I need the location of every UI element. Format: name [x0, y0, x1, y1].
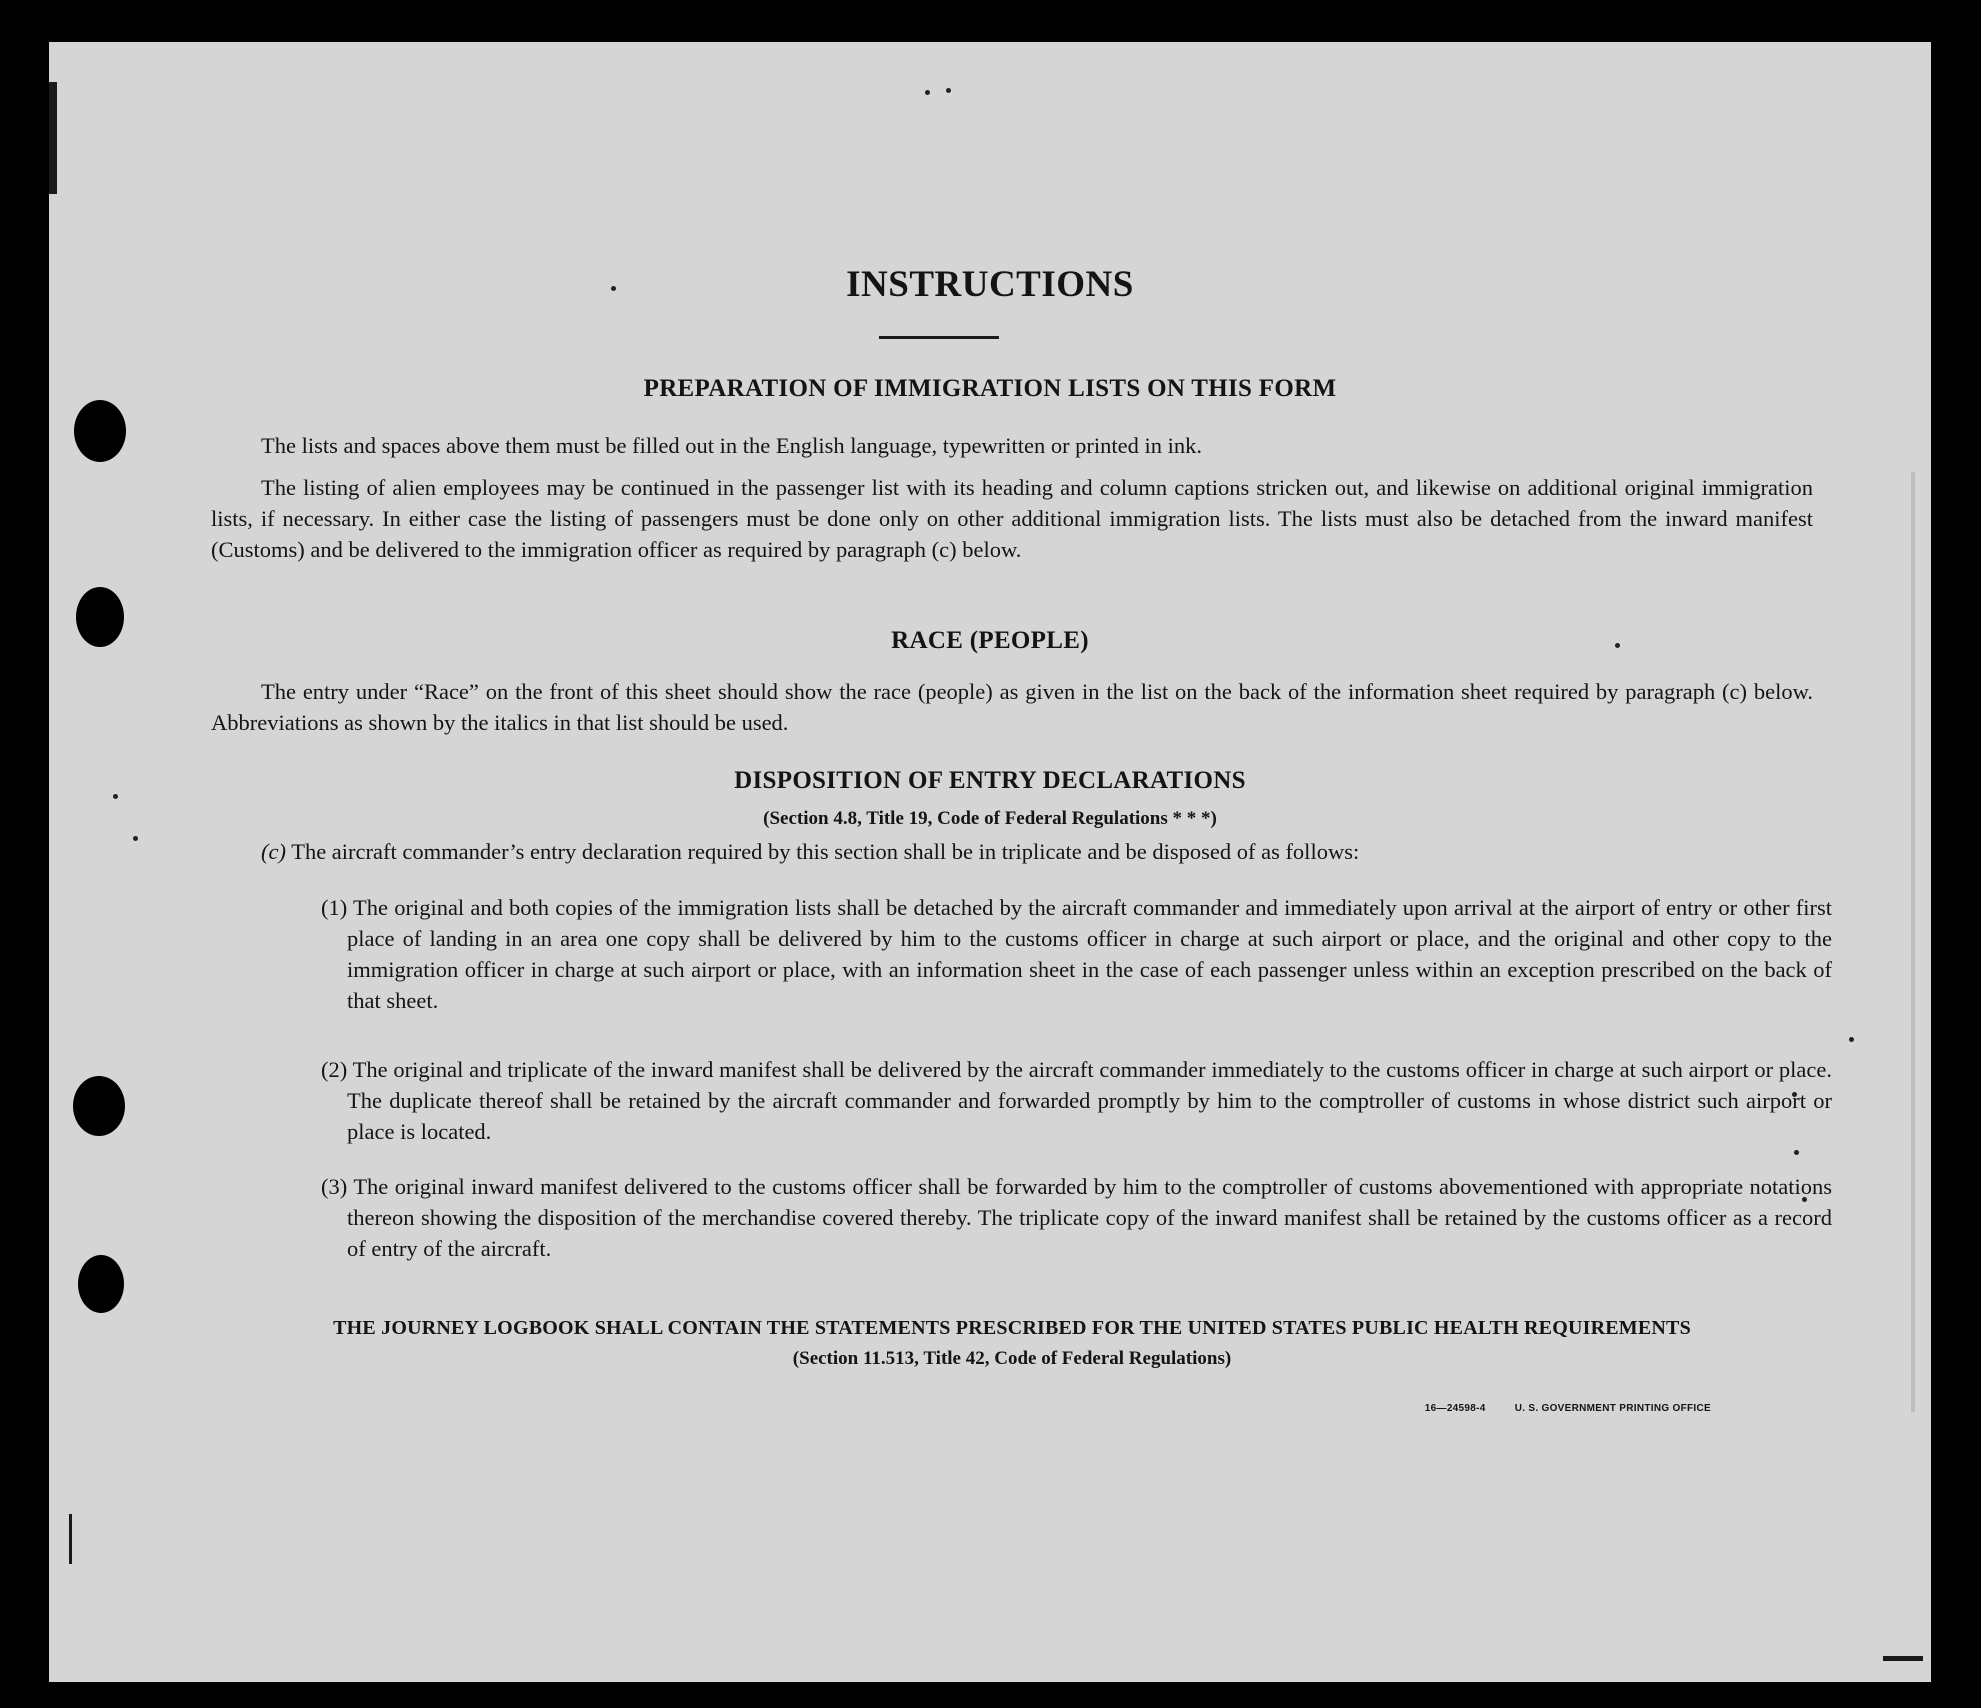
- printer-name: U. S. GOVERNMENT PRINTING OFFICE: [1514, 1403, 1711, 1414]
- footer-statement: THE JOURNEY LOGBOOK SHALL CONTAIN THE STATEMENTS PRESCRIBED FOR THE UNITED STATES PUBLIC HEALTH REQUIREMENTS: [333, 1317, 1691, 1339]
- paragraph-preparation-2: The listing of alien employees may be continued in the passenger list with its heading and column captions stricken out, and likewise on additional original immigration lists, if necessary. In either case the listing of passengers must be done only on other additional immigration lists. The lists must also be detached from the inward manifest (Customs) and be delivered to the immigration officer as required by paragraph (c) below.: [211, 475, 1813, 562]
- paragraph-label: (c): [261, 839, 286, 864]
- footer-citation: (Section 11.513, Title 42, Code of Federal Regulations): [792, 1348, 1232, 1369]
- list-item-number: (3): [321, 1174, 348, 1199]
- document-content: [49, 42, 1931, 1682]
- page-title: INSTRUCTIONS: [846, 264, 1134, 305]
- section-subheading-disposition: (Section 4.8, Title 19, Code of Federal Regulations * * *): [763, 808, 1217, 829]
- list-item-text: The original inward manifest delivered to the customs officer shall be forwarded by him to the comptroller of customs abovementioned with appropriate notations thereon showing the disposition of the merchandise covered thereby. The triplicate copy of the inward manifest shall be retained by the customs officer as a record of entry of the aircraft.: [347, 1174, 1833, 1261]
- paragraph-race: The entry under “Race” on the front of this sheet should show the race (people) as given in the list on the back of the information sheet required by paragraph (c) below. Abbreviations as shown by the italics in that list should be used.: [211, 679, 1813, 735]
- list-item-text: The original and triplicate of the inward manifest shall be delivered by the aircraft commander immediately to the customs officer in charge at such airport or place. The duplicate thereof shall be retained by the aircraft commander and forwarded promptly by him to the comptroller of customs in whose district such airport or place is located.: [347, 1057, 1833, 1144]
- list-item-text: The original and both copies of the immigration lists shall be detached by the aircraft commander and immediately upon arrival at the airport of entry or other first place of landing in an area one copy shall be delivered by him to the customs officer in charge at such airport or place, and the original and other copy to the immigration officer in charge at such airport or place, with an information sheet in the case of each passenger unless within an exception prescribed on the back of that sheet.: [347, 895, 1833, 1013]
- title-underline: [879, 336, 999, 339]
- section-heading-race: RACE (PEOPLE): [891, 627, 1089, 654]
- list-item-number: (1): [321, 895, 348, 920]
- list-item-number: (2): [321, 1057, 348, 1082]
- list-item: [321, 892, 1832, 1016]
- list-item: [321, 1054, 1832, 1147]
- list-item: [321, 1171, 1832, 1264]
- form-number: 16—24598-4: [1424, 1403, 1486, 1414]
- paragraph-disposition-intro: [261, 836, 1813, 867]
- section-heading-preparation: PREPARATION OF IMMIGRATION LISTS ON THIS FORM: [643, 375, 1337, 402]
- print-code: [1169, 1404, 1711, 1414]
- paragraph-preparation-1: The lists and spaces above them must be filled out in the English language, typewritten or printed in ink.: [261, 433, 1203, 458]
- section-heading-disposition: DISPOSITION OF ENTRY DECLARATIONS: [734, 767, 1246, 794]
- document-sheet: [49, 42, 1931, 1682]
- paragraph-text: The aircraft commander’s entry declaration required by this section shall be in triplicate and be disposed of as follows:: [291, 839, 1360, 864]
